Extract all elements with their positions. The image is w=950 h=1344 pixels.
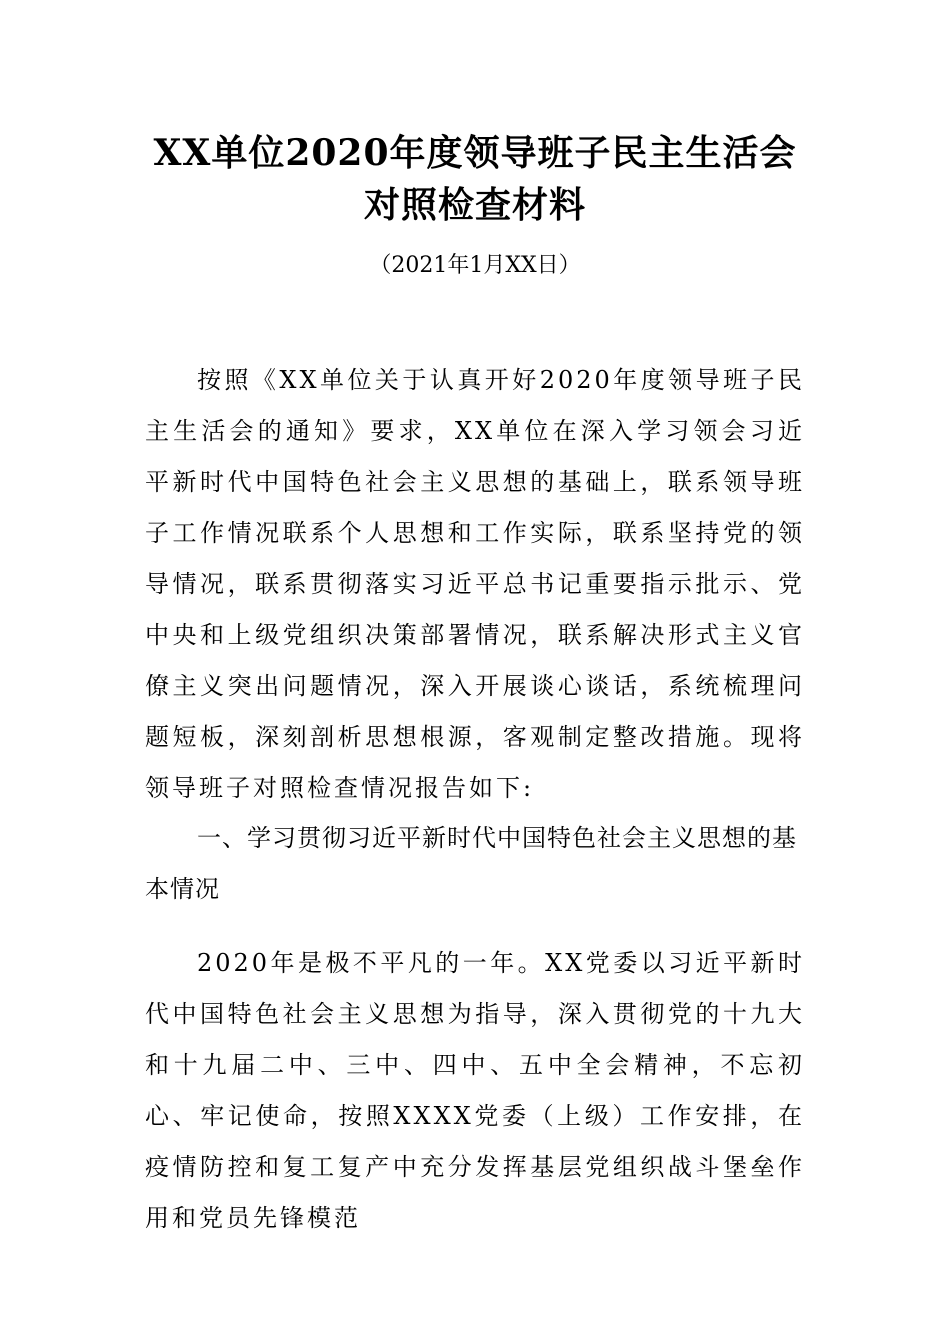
intro-paragraph: 按照《XX单位关于认真开好2020年度领导班子民主生活会的通知》要求，XX单位在深入学习领会习近平新时代中国特色社会主义思想的基础上，联系领导班子工作情况联系个人思想和工作实际，联系坚持党的领导情况，联系贯彻落实习近平总书记重要指示批示、党中央和上级党组织决策部署情况，联系解决形式主义官僚主义突出问题情况，深入开展谈心谈话，系统梳理问题短板，深刻剖析思想根源，客观制定整改措施。现将领导班子对照检查情况报告如下: [145,366,805,802]
document-title-line2: 对照检查材料 [363,184,586,226]
document-date: （2021年1月XX日） [369,253,581,278]
section1-paragraph: 2020年是极不平凡的一年。XX党委以习近平新时代中国特色社会主义思想为指导，深入贯彻党的十九大和十九届二中、三中、四中、五中全会精神，不忘初心、牢记使命，按照XXXX党委（上级）工作安排，在疫情防控和复工复产中充分发挥基层党组织战斗堡垒作用和党员先锋模范 [145,949,805,1232]
document-title-line1: XX单位2020年度领导班子民主生活会 [153,132,797,174]
section-heading-1: 一、学习贯彻习近平新时代中国特色社会主义思想的基本情况 [145,824,797,903]
